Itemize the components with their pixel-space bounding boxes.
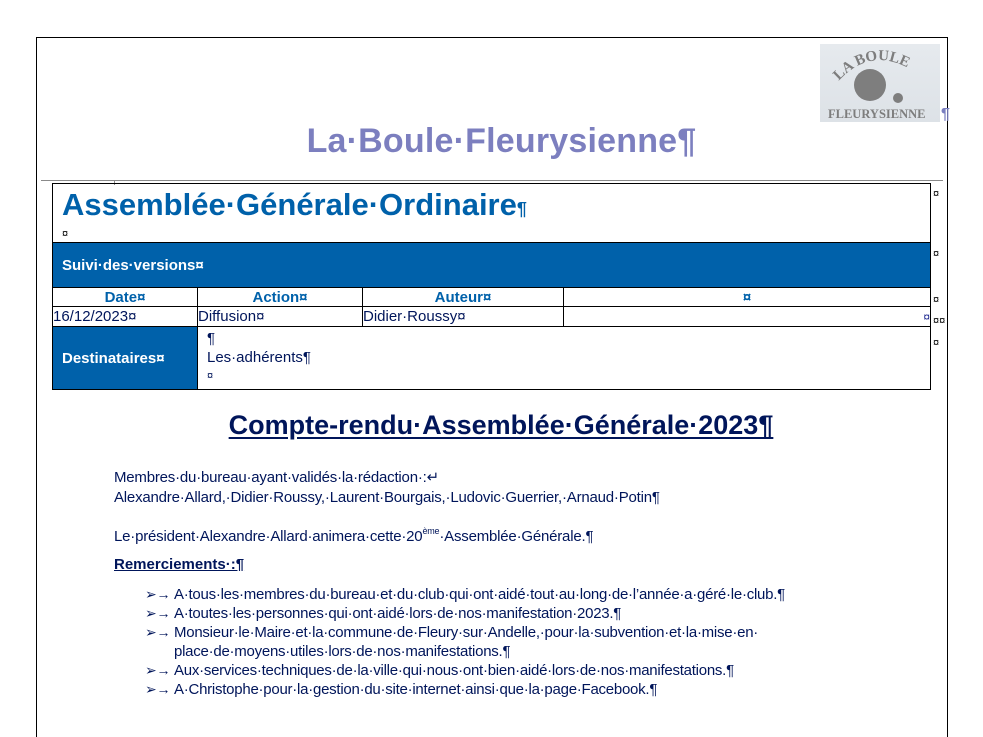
column-header-extra[interactable]: ¤ bbox=[564, 288, 931, 307]
thanks-list bbox=[145, 585, 865, 699]
document-info-table bbox=[52, 183, 931, 390]
row-end-marker: ¤ bbox=[933, 188, 940, 200]
row-end-marker: ¤¤ bbox=[933, 315, 946, 327]
list-item: ➢→ Aux·services·techniques·de·la·ville·qui·nous·ont·bien·aidé·lors·de·nos·manifestations.¶ bbox=[145, 662, 734, 679]
column-header-action[interactable]: Action¤ bbox=[198, 288, 363, 307]
list-item: ➢→ A·Christophe·pour·la·gestion·du·site·internet·ainsi·que·la·page·Facebook.¶ bbox=[145, 681, 658, 698]
members-intro: Membres·du·bureau·ayant·validés·la·rédaction·:↵ bbox=[114, 469, 439, 486]
president-sentence: Le·président·Alexandre·Allard·animera·cette·20ème·Assemblée·Générale.¶ bbox=[114, 526, 594, 545]
cell-extra[interactable]: ¤ bbox=[564, 307, 931, 327]
doc-title: Assemblée·Générale·Ordinaire¶ bbox=[62, 187, 527, 222]
arrow-bullet-icon: ➢→ bbox=[145, 605, 171, 621]
club-title: La·Boule·Fleurysienne¶ bbox=[306, 122, 697, 160]
cell-marker: ¤ bbox=[62, 228, 69, 240]
recipients-value[interactable] bbox=[198, 327, 931, 390]
arrow-bullet-icon: ➢→ bbox=[145, 662, 171, 678]
list-item: ➢→ Monsieur·le·Maire·et·la·commune·de·Fleury·sur·Andelle,·pour·la·subvention·et·la·mise·en· place·de·moyens·utiles·lors·de·nos·manifestations.¶ bbox=[145, 624, 759, 660]
row-end-marker: ¤ bbox=[933, 294, 940, 306]
cell-date[interactable]: 16/12/2023¤ bbox=[53, 307, 198, 327]
svg-text:LA BOULE: LA BOULE bbox=[830, 47, 913, 84]
row-end-marker: ¤ bbox=[933, 248, 940, 260]
column-header-author[interactable]: Auteur¤ bbox=[363, 288, 564, 307]
row-end-marker: ¤ bbox=[933, 337, 940, 349]
report-title: Compte-rendu·Assemblée·Générale·2023¶ bbox=[228, 410, 774, 440]
logo-pilcrow: ¶ bbox=[941, 106, 950, 123]
doc-title-cell[interactable] bbox=[53, 184, 931, 243]
thanks-heading: Remerciements·:¶ bbox=[114, 556, 245, 573]
recipients-line: ¤ bbox=[207, 370, 214, 382]
column-header-date[interactable]: Date¤ bbox=[53, 288, 198, 307]
list-item: ➢→ A·tous·les·membres·du·bureau·et·du·club·qui·ont·aidé·tout·au·long·de·l’année·a·géré·le·club.¶ bbox=[145, 586, 785, 603]
list-item: ➢→ A·toutes·les·personnes·qui·ont·aidé·lors·de·nos·manifestation·2023.¶ bbox=[145, 605, 622, 622]
boule-logo-icon bbox=[820, 44, 940, 122]
recipients-line: ¶ bbox=[207, 330, 216, 347]
cell-action[interactable]: Diffusion¤ bbox=[198, 307, 363, 327]
header-rule bbox=[41, 180, 943, 181]
recipients-label[interactable]: Destinataires¤ bbox=[53, 327, 198, 390]
cell-author[interactable]: Didier·Roussy¤ bbox=[363, 307, 564, 327]
arrow-bullet-icon: ➢→ bbox=[145, 681, 171, 697]
versions-band[interactable]: Suivi·des·versions¤ bbox=[53, 243, 931, 288]
svg-text:FLEURYSIENNE: FLEURYSIENNE bbox=[828, 107, 926, 121]
recipients-line: Les·adhérents¶ bbox=[207, 349, 311, 366]
arrow-bullet-icon: ➢→ bbox=[145, 586, 171, 602]
members-list: Alexandre·Allard,·Didier·Roussy,·Laurent·Bourgais,·Ludovic·Guerrier,·Arnaud·Potin¶ bbox=[114, 489, 660, 506]
arrow-bullet-icon: ➢→ bbox=[145, 624, 171, 640]
table-row bbox=[53, 307, 931, 327]
